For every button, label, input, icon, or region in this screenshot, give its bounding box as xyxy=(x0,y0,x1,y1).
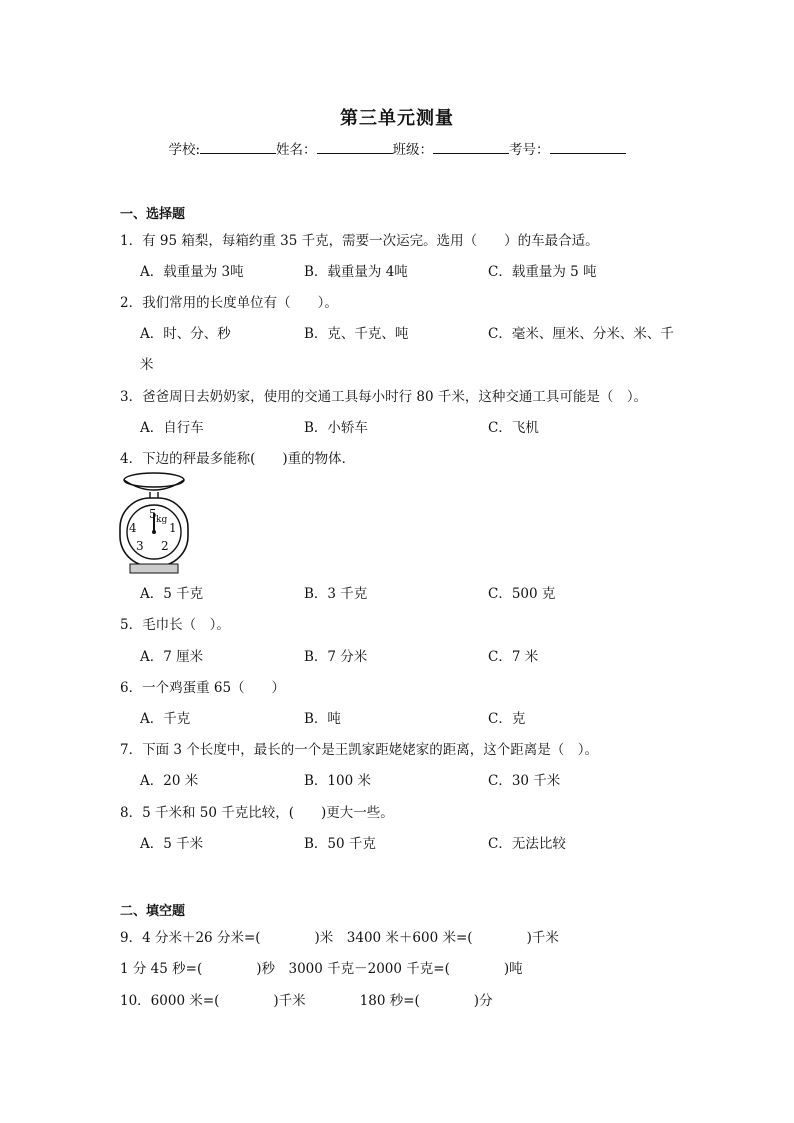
q4-option-b[interactable]: B．3 千克 xyxy=(304,586,368,602)
q2-option-b[interactable]: B．克、千克、吨 xyxy=(304,326,409,342)
q5-text: 5．毛巾长（ ）。 xyxy=(120,617,230,633)
q1-option-c[interactable]: C．载重量为 5 吨 xyxy=(488,264,597,280)
section-fill-heading: 二、填空题 xyxy=(120,904,186,919)
q5-option-a[interactable]: A．7 厘米 xyxy=(140,649,204,665)
dial-number-3: 3 xyxy=(136,539,144,553)
student-info-row xyxy=(0,138,794,158)
name-blank[interactable] xyxy=(317,139,393,154)
section-choice-heading: 一、选择题 xyxy=(120,207,186,222)
q8-text: 8．5 千米和 50 千克比较，( )更大一些。 xyxy=(120,805,394,821)
q7-text: 7．下面 3 个长度中，最长的一个是王凯家距姥姥家的距离，这个距离是（ ）。 xyxy=(120,742,599,758)
class-label: 班级： xyxy=(392,142,434,158)
name-label: 姓名： xyxy=(276,142,317,158)
q3-text: 3．爸爸周日去奶奶家，使用的交通工具每小时行 80 千米，这种交通工具可能是（ ）。 xyxy=(120,389,648,405)
q2-option-c-wrap: 米 xyxy=(140,357,154,373)
q1-option-b[interactable]: B．载重量为 4吨 xyxy=(304,264,408,280)
dial-number-4: 4 xyxy=(129,521,137,535)
q6-option-b[interactable]: B．吨 xyxy=(304,711,341,727)
q6-option-c[interactable]: C．克 xyxy=(488,711,526,727)
q4-text: 4．下边的秤最多能称( )重的物体． xyxy=(120,451,356,467)
q8-option-c[interactable]: C．无法比较 xyxy=(488,836,566,852)
q1-option-a[interactable]: A．载重量为 3吨 xyxy=(140,264,244,280)
school-label: 学校: xyxy=(168,142,201,158)
q5-option-b[interactable]: B．7 分米 xyxy=(304,649,368,665)
q9-line-1: 9．4 分米＋26 分米=( )米 3400 米＋600 米=( )千米 xyxy=(120,930,559,946)
q8-option-a[interactable]: A．5 千米 xyxy=(140,836,204,852)
class-blank[interactable] xyxy=(433,139,509,154)
school-blank[interactable] xyxy=(200,139,276,154)
kitchen-scale-figure xyxy=(116,470,192,576)
q3-option-c[interactable]: C．飞机 xyxy=(488,420,539,436)
q6-option-a[interactable]: A．千克 xyxy=(140,711,191,727)
q5-option-c[interactable]: C．7 米 xyxy=(488,649,539,665)
q7-option-c[interactable]: C．30 千米 xyxy=(488,773,561,789)
page-title: 第三单元测量 xyxy=(340,108,454,129)
q1-text: 1．有 95 箱梨，每箱约重 35 千克，需要一次运完。选用（ ）的车最合适。 xyxy=(120,233,599,249)
q9-line-2: 1 分 45 秒=( )秒 3000 千克－2000 千克=( )吨 xyxy=(120,961,523,977)
q3-option-b[interactable]: B．小轿车 xyxy=(304,420,368,436)
dial-number-5: 5 xyxy=(149,507,157,521)
q4-option-a[interactable]: A．5 千克 xyxy=(140,586,204,602)
q4-option-c[interactable]: C．500 克 xyxy=(488,586,556,602)
dial-unit-label: kg xyxy=(156,515,168,525)
q10-line-1: 10．6000 米=( )千米 180 秒=( )分 xyxy=(120,993,493,1009)
exam-no-label: 考号： xyxy=(509,142,550,158)
q7-option-a[interactable]: A．20 米 xyxy=(140,773,199,789)
dial-number-1: 1 xyxy=(169,521,177,535)
q8-option-b[interactable]: B．50 千克 xyxy=(304,836,376,852)
q3-option-a[interactable]: A．自行车 xyxy=(140,420,204,436)
q2-option-c[interactable]: C．毫米、厘米、分米、米、千 xyxy=(488,326,674,342)
q2-option-a[interactable]: A．时、分、秒 xyxy=(140,326,231,342)
q7-option-b[interactable]: B．100 米 xyxy=(304,773,371,789)
q6-text: 6．一个鸡蛋重 65（ ） xyxy=(120,680,286,696)
dial-number-2: 2 xyxy=(161,539,169,553)
q2-text: 2．我们常用的长度单位有（ ）。 xyxy=(120,295,338,311)
exam-no-blank[interactable] xyxy=(550,139,626,154)
